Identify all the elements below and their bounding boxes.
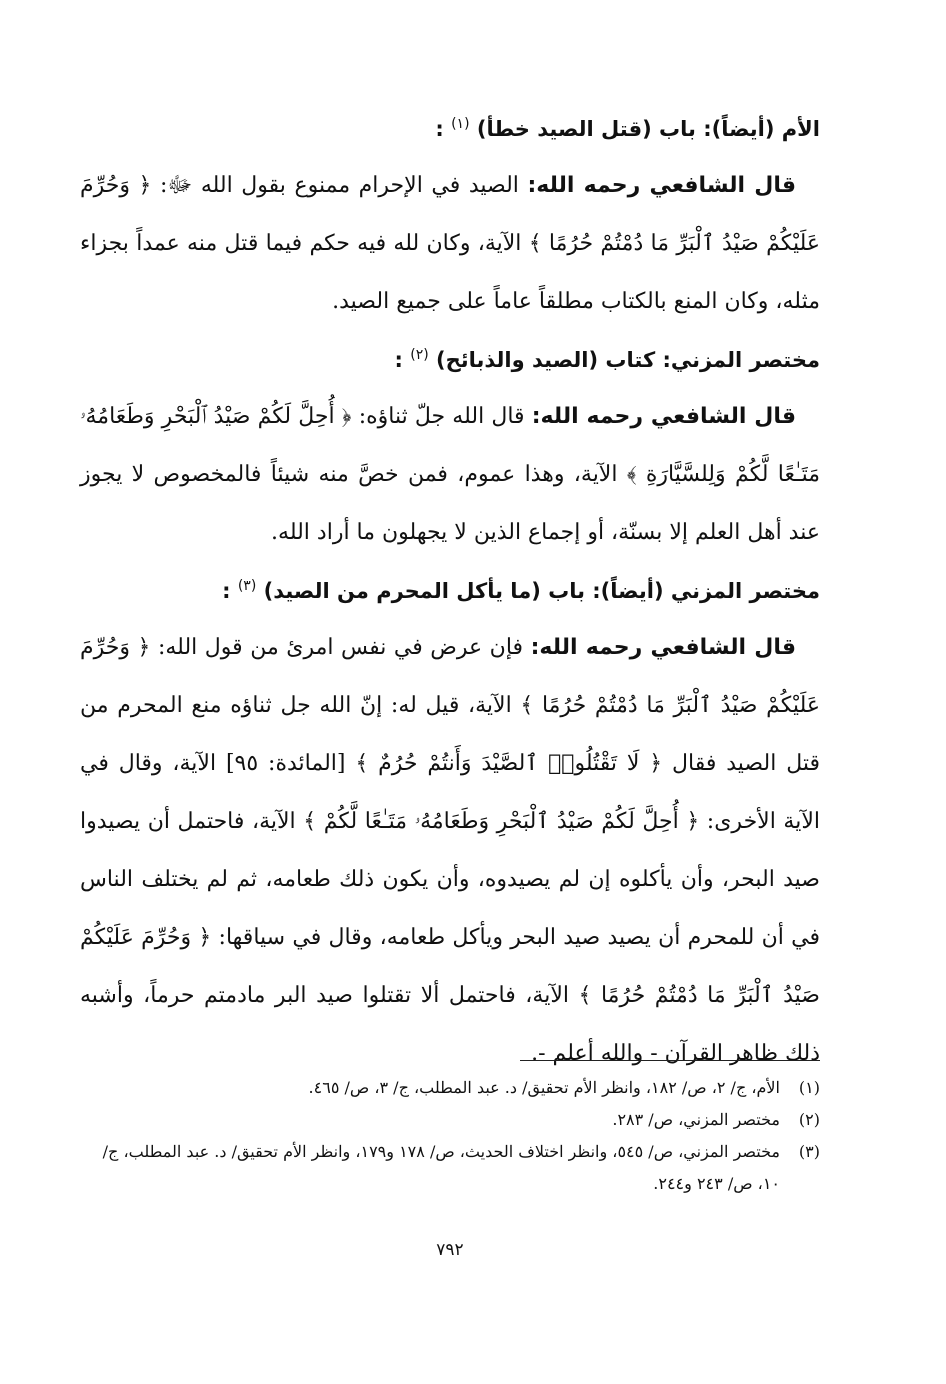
section-heading-text: مختصر المزني (أيضاً): باب (ما يأكل المحرم من الصيد)	[263, 579, 820, 603]
paragraph-text: الآية، فاحتمل ألا تقتلوا صيد البر مادمتم حرماً، وأشبه ذلك ظاهر القرآن - والله أعلم -.	[80, 983, 820, 1066]
speaker-label: قال الشافعي رحمه الله:	[527, 173, 796, 198]
footnote-reference[interactable]: (١)	[451, 116, 470, 132]
footnote-reference[interactable]: (٣)	[237, 578, 257, 594]
footnote-reference[interactable]: (٢)	[410, 347, 429, 363]
heading-colon: :	[222, 579, 231, 603]
paragraph-text: فإن عرض في نفس امرئ من قول الله:	[150, 635, 531, 660]
paragraph-text: الآية، وكان لله فيه حكم فيما قتل منه عمداً بجزاء مثله، وكان المنع بالكتاب مطلقاً عاماً على جميع الصيد.	[80, 231, 820, 314]
document-page	[80, 100, 820, 1300]
paragraph-text: الآية، قيل له: إنّ الله جل ثناؤه منع المحرم من قتل الصيد فقال	[80, 693, 821, 776]
footnote-text: مختصر المزني، ص/ ٥٤٥، وانظر اختلاف الحديث، ص/ ١٧٨ و١٧٩، وانظر الأم تحقيق/ د. عبد المطلب، ج/ ١٠، ص/ ٢٤٣ و٢٤٤.	[102, 1142, 780, 1193]
quran-quote: ﴿ وَحُرِّمَ عَلَيْكُمْ صَيْدُ ٱلْبَرِّ مَا دُمْتُمْ حُرُمًا ﴾	[80, 635, 820, 718]
paragraph-text: [المائدة: ٩٥] الآية، وقال في الآية الأخرى:	[80, 751, 820, 834]
speaker-label: قال الشافعي رحمه الله:	[531, 404, 797, 429]
footnote-number: (١)	[798, 1078, 820, 1097]
footnote-number: (٢)	[798, 1110, 820, 1129]
heading-colon: :	[435, 117, 444, 141]
section-heading-text: مختصر المزني: كتاب (الصيد والذبائح)	[436, 348, 820, 372]
footnote-item	[80, 1136, 820, 1200]
section-heading	[80, 106, 820, 147]
paragraph-text: الآية، وهذا عموم، فمن خصَّ منه شيئاً فالمخصوص لا يجوز عند أهل العلم إلا بسنّة، أو إجماع الذين لا يجهلون ما أراد الله.	[80, 462, 820, 545]
footnote-text: مختصر المزني، ص/ ٢٨٣.	[612, 1110, 780, 1129]
footnote-text: الأم، ج/ ٢، ص/ ١٨٢، وانظر الأم تحقيق/ د. عبد المطلب، ج/ ٣، ص/ ٤٦٥.	[308, 1078, 780, 1097]
speaker-label: قال الشافعي رحمه الله:	[530, 635, 797, 660]
section-heading	[80, 568, 820, 609]
footnote-divider	[520, 1060, 820, 1061]
heading-colon: :	[394, 348, 403, 372]
paragraph-text: قال الله جلّ ثناؤه:	[351, 404, 532, 429]
paragraph	[80, 157, 820, 331]
footnote-item	[80, 1104, 820, 1136]
section-heading-text: الأم (أيضاً): باب (قتل الصيد خطأ)	[476, 117, 820, 141]
footnote-item	[80, 1072, 820, 1104]
paragraph-text: الصيد في الإحرام ممنوع بقول الله ﷻ:	[151, 173, 528, 198]
footnote-number: (٣)	[798, 1142, 820, 1161]
quran-quote: ﴿ أُحِلَّ لَكُمْ صَيْدُ ٱلْبَحْرِ وَطَعَامُهُۥ مَتَـٰعًا لَّكُمْ ﴾	[303, 809, 700, 834]
quran-quote: ﴿ وَحُرِّمَ عَلَيْكُمْ صَيْدُ ٱلْبَرِّ مَا دُمْتُمْ حُرُمًا ﴾	[80, 173, 820, 256]
quran-quote: ﴿ لَا تَقْتُلُوا۟ ٱلصَّيْدَ وَأَنتُمْ حُرُمٌ ﴾	[355, 751, 663, 776]
paragraph	[80, 619, 820, 1083]
paragraph	[80, 388, 820, 562]
page-number: ٧٩٢	[436, 1240, 464, 1260]
paragraph-text: الآية، فاحتمل أن يصيدوا صيد البحر، وأن يأكلوه إن لم يصيدوه، وأن يكون ذلك طعامه، ثم لم يختلف الناس في أن للمحرم أن يصيد صيد البحر ويأكل طعامه، وقال في سياقها:	[80, 809, 820, 950]
section-heading	[80, 337, 820, 378]
footnotes	[80, 1072, 820, 1200]
quran-quote: ﴿ أُحِلَّ لَكُمْ صَيْدُ ٱلْبَحْرِ وَطَعَامُهُۥ مَتَـٰعًا لَّكُمْ وَلِلسَّيَّارَةِ ﴾	[80, 404, 820, 487]
quran-quote: ﴿ وَحُرِّمَ عَلَيْكُمْ صَيْدُ ٱلْبَرِّ مَا دُمْتُمْ حُرُمًا ﴾	[80, 925, 820, 1008]
